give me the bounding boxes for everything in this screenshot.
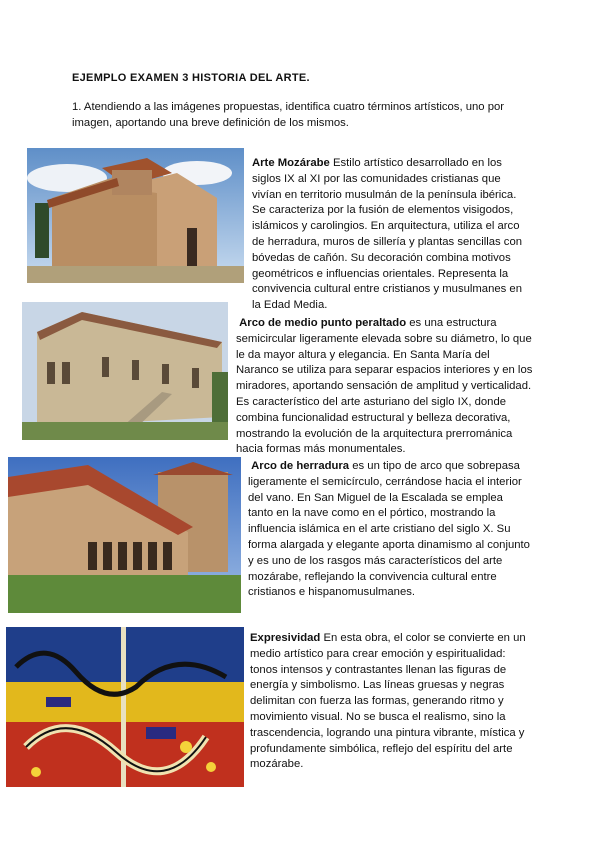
entry-line: le da mayor altura y elegancia. En Santa María del: [236, 348, 490, 361]
entry-line: influencia islámica en el arte cristiano del siglo X. Su: [248, 523, 511, 536]
entry-line: miradores, aportando sensación de amplitud y verticalidad.: [236, 380, 532, 393]
entry-term: Expresividad: [250, 632, 321, 644]
entry-line: semicircular ligeramente elevada sobre su diámetro, lo que: [236, 332, 532, 345]
entry-line: medio artístico para crear emoción y espiritualidad:: [250, 647, 506, 660]
entry-term: Arco de medio punto peraltado: [239, 317, 407, 329]
entry-line: profundamente simbólica, reflejo del espíritu del arte: [250, 742, 513, 755]
question-line: imagen, aportando una breve definición de los mismos.: [72, 117, 349, 129]
entry-line: geométricos e influencias orientales. Representa la: [252, 267, 509, 280]
entry-line: movimiento visual. No se busca el realismo, sino la: [250, 710, 506, 723]
church-photo-naranco: [22, 302, 228, 440]
entry-line: convivencia cultural entre cristianos y musulmanes en: [252, 283, 522, 296]
entry-line: tonos intensos y contrastantes llenan las figuras de: [250, 663, 507, 676]
question-line: 1. Atendiendo a las imágenes propuestas, identifica cuatro términos artísticos, uno por: [72, 101, 505, 113]
document-title: EJEMPLO EXAMEN 3 HISTORIA DEL ARTE.: [72, 72, 310, 84]
entry-text: es un tipo de arco que sobrepasa: [349, 460, 520, 472]
entry-line: siglos IX al XI por las comunidades cristianas que: [252, 172, 501, 185]
church-photo-mozarabe: [27, 148, 244, 283]
entry-line: vivían en territorio musulmán de la península ibérica.: [252, 188, 517, 201]
entry-line: tanto en la nave como en el pórtico, mostrando la: [248, 507, 496, 520]
church-photo-escalada: [8, 457, 241, 613]
entry-line: hacia formas más monumentales.: [236, 443, 406, 456]
entry-line: delimitan con fuerza las formas, generando ritmo y: [250, 695, 504, 708]
entry-line: mozárabe.: [250, 758, 304, 771]
entry-text: es una estructura: [406, 317, 497, 329]
painting-beatus: [6, 627, 244, 787]
entry-arte-mozarabe: [252, 156, 522, 314]
entry-arco-herradura: [248, 459, 530, 601]
entry-arco-peraltado: [236, 316, 532, 458]
entry-line: Naranco se utiliza para separar espacios interiores y en los: [236, 364, 533, 377]
entry-line: del vano. En San Miguel de la Escalada se emplea: [248, 491, 503, 504]
entry-text: En esta obra, el color se convierte en un: [320, 632, 526, 644]
entry-expresividad: [250, 631, 526, 773]
entry-line: cristianos e hispanomusulmanes.: [248, 586, 416, 599]
entry-text: Estilo artístico desarrollado en los: [329, 157, 502, 169]
entry-term: Arco de herradura: [251, 460, 350, 472]
entry-line: mozárabe, reflejando la convivencia cultural entre: [248, 570, 497, 583]
question-text: [72, 99, 532, 131]
entry-line: mostrando la evolución de la arquitectura prerrománica: [236, 427, 513, 440]
entry-line: y es uno de los rasgos más característicos del arte: [248, 554, 503, 567]
entry-line: combina funcionalidad estructural y belleza decorativa,: [236, 411, 511, 424]
entry-line: Es característico del arte asturiano del siglo IX, donde: [236, 395, 507, 408]
entry-line: forma alargada y elegante aporta dinamismo al conjunto: [248, 538, 530, 551]
entry-term: Arte Mozárabe: [252, 157, 330, 169]
entry-line: energía y simbolismo. Las líneas gruesas y negras: [250, 679, 505, 692]
entry-line: trascendencia, logrando una pintura vibrante, mística y: [250, 726, 525, 739]
entry-line: islámicos y carolingios. En arquitectura, utiliza el arco: [252, 220, 520, 233]
entry-line: bóvedas de cañón. Su decoración combina motivos: [252, 251, 511, 264]
entry-line: Se caracteriza por la fusión de elementos visigodos,: [252, 204, 514, 217]
entry-line: ligeramente el semicírculo, cerrándose hacia el interior: [248, 475, 522, 488]
entry-line: la Edad Media.: [252, 299, 328, 312]
entry-line: de herradura, muros de sillería y plantas sencillas con: [252, 235, 523, 248]
